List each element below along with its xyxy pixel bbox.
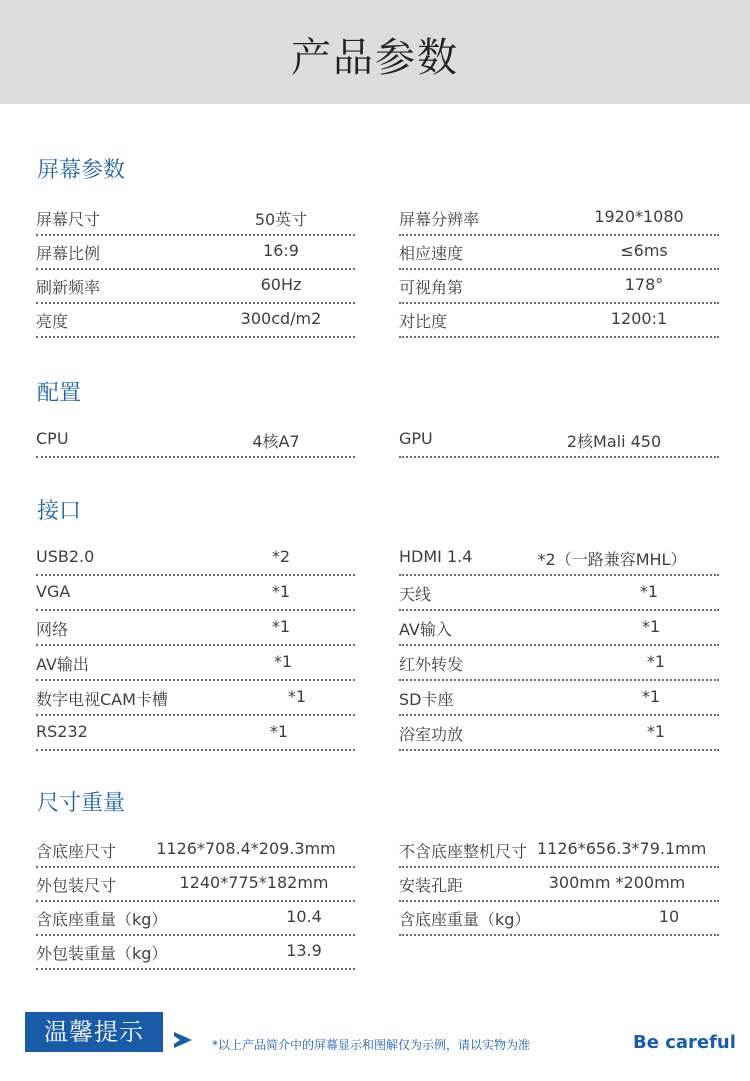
spec-row-size-without-stand [399,834,719,868]
spec-key: 浴室功放 [399,725,464,744]
spec-row-weight-with-stand [36,902,355,936]
spec-row-usb [36,542,355,576]
spec-key: 含底座尺寸 [36,842,117,861]
spec-key: 不含底座整机尺寸 [399,842,528,861]
spec-value: *1 [646,722,666,741]
spec-value: 178° [624,275,664,294]
spec-row-viewing-angle [399,270,719,304]
spec-value: 1920*1080 [594,207,684,226]
spec-key: AV输入 [399,620,452,639]
spec-key: 对比度 [399,312,448,331]
spec-key: 网络 [36,620,69,639]
spec-key: 屏幕尺寸 [36,210,101,229]
spec-value: 60Hz [260,275,302,294]
spec-value: *1 [641,687,661,706]
spec-value: 300mm *200mm [548,873,686,892]
spec-value: 300cd/m2 [240,309,322,328]
spec-value: 10.4 [286,907,322,926]
spec-key: 数字电视CAM卡槽 [36,690,168,709]
spec-row-response-time [399,236,719,270]
spec-value: 13.9 [286,941,322,960]
spec-key: SD卡座 [399,690,454,709]
spec-row-av-in [399,612,719,646]
spec-row-cam-slot [36,682,355,716]
spec-row-screen-size [36,202,355,236]
spec-value: 50英寸 [254,210,308,229]
spec-key: 外包装尺寸 [36,876,117,895]
spec-key: 亮度 [36,312,69,331]
spec-value: 1240*775*182mm [179,873,329,892]
spec-value: *1 [271,582,291,601]
header-banner [0,0,750,104]
section-title-size-weight: 尺寸重量 [37,791,126,816]
spec-row-antenna [399,577,719,611]
spec-row-resolution [399,202,719,236]
arrow-notch [174,1036,180,1044]
spec-value: 16:9 [263,241,299,260]
spec-row-package-weight [36,936,355,970]
spec-value: 1126*656.3*79.1mm [537,839,707,858]
spec-row-contrast [399,304,719,338]
spec-value: ≤6ms [620,241,668,260]
spec-value: *2（一路兼容MHL） [537,550,687,569]
spec-value: 1126*708.4*209.3mm [156,839,336,858]
spec-row-cpu [36,424,355,458]
spec-row-rs232 [36,717,355,751]
spec-value: *1 [269,722,289,741]
spec-key: CPU [36,429,69,448]
spec-key: VGA [36,582,71,601]
spec-row-vga [36,577,355,611]
spec-row-ir-relay [399,647,719,681]
spec-key: 含底座重量（kg） [399,910,531,929]
spec-value: 10 [658,907,680,926]
spec-value: *1 [287,687,307,706]
spec-key: GPU [399,429,433,448]
spec-value: *1 [273,652,293,671]
section-title-ports: 接口 [37,499,82,524]
spec-value: *2 [271,547,291,566]
spec-value: *1 [646,652,666,671]
spec-key: 刷新频率 [36,278,101,297]
warm-tip-badge: 温馨提示 [25,1012,163,1052]
spec-key: HDMI 1.4 [399,547,473,566]
spec-key: 屏幕分辨率 [399,210,480,229]
spec-key: USB2.0 [36,547,95,566]
spec-key: 屏幕比例 [36,244,101,263]
spec-key: 可视角第 [399,278,464,297]
spec-key: RS232 [36,722,88,741]
spec-value: *1 [641,617,661,636]
section-title-config: 配置 [37,381,82,406]
spec-row-mount-spacing [399,868,719,902]
spec-row-gpu [399,424,719,458]
spec-value: 4核A7 [252,432,300,451]
spec-row-weight-with-stand-right [399,902,719,936]
spec-key: 相应速度 [399,244,464,263]
spec-row-brightness [36,304,355,338]
spec-row-bathroom-amp [399,717,719,751]
be-careful-label: Be careful [633,1032,736,1053]
spec-value: *1 [639,582,659,601]
page-title: 产品参数 [291,35,459,81]
spec-row-size-with-stand [36,834,355,868]
spec-row-hdmi [399,542,719,576]
spec-key: 外包装重量（kg） [36,944,168,963]
spec-key: 红外转发 [399,655,464,674]
spec-row-package-size [36,868,355,902]
spec-row-sd-slot [399,682,719,716]
spec-row-network [36,612,355,646]
spec-key: 天线 [399,585,432,604]
spec-key: 含底座重量（kg） [36,910,168,929]
spec-row-av-out [36,647,355,681]
spec-row-refresh-rate [36,270,355,304]
section-title-screen: 屏幕参数 [37,158,126,183]
spec-value: 1200:1 [610,309,668,328]
spec-key: 安装孔距 [399,876,464,895]
spec-value: 2核Mali 450 [566,432,662,451]
spec-key: AV输出 [36,655,89,674]
spec-value: *1 [271,617,291,636]
spec-row-aspect-ratio [36,236,355,270]
disclaimer-note: *以上产品简介中的屏幕显示和图解仅为示例，请以实物为准 [212,1038,531,1052]
